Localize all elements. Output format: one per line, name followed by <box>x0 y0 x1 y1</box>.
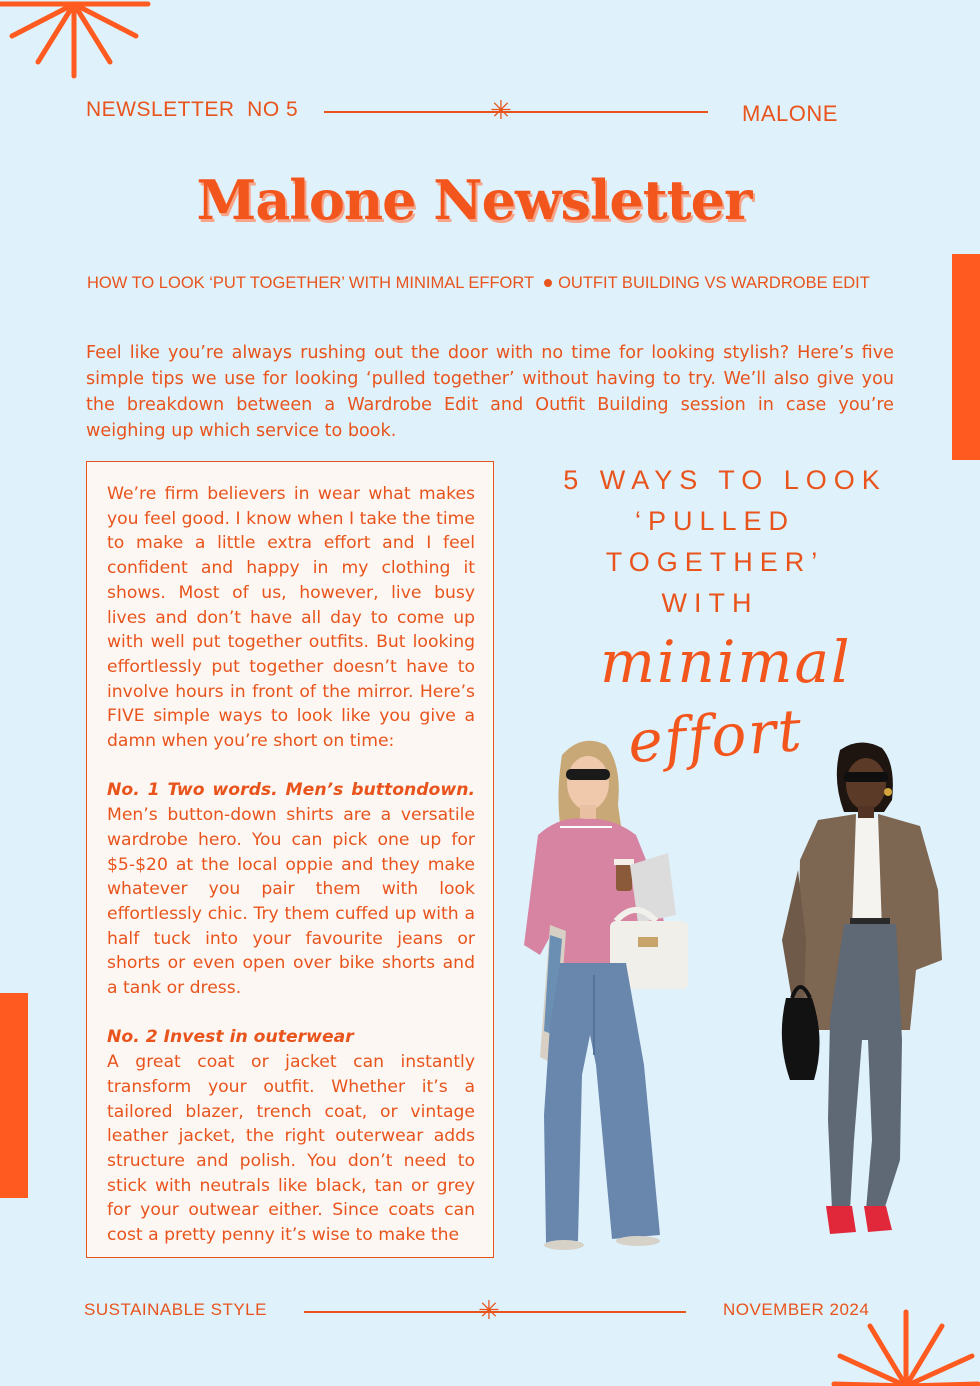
article-intro-paragraph: We’re firm believers in wear what makes you feel good. I know when I take the time to make a little extra effort and I feel confident and happy in my clothing it shows. Most of us, however, live busy lives and don’t have all day to come up with well put together outfits. But looking effortlessly put together doesn’t have to involve hours in front of the mirror. Here’s FIVE simple ways to look like you give a damn when you’re short on time: <box>107 484 475 752</box>
article-box <box>86 461 494 1258</box>
subheading-put-together: HOW TO LOOK ‘PUT TOGETHER’ WITH MINIMAL EFFORT <box>87 274 535 292</box>
brand-name: MALONE <box>742 101 838 126</box>
tip-2-body: A great coat or jacket can instantly transform your outfit. Whether it’s a tailored blazer, trench coat, or vintage leather jacket, the right outerwear adds structure and polish. You don’t need to stick with neutrals like black, tan or grey for your outwear either. Since coats can cost a pretty penny it’s wise to make the <box>107 1052 475 1246</box>
left-accent-bar <box>0 993 28 1198</box>
subheadings <box>87 274 907 293</box>
article-body <box>107 482 475 1248</box>
header-star-icon: ✳ <box>490 96 512 126</box>
feature-line-2: ‘PULLED <box>634 506 796 536</box>
tip-2 <box>107 1025 475 1247</box>
intro-paragraph: Feel like you’re always rushing out the door with no time for looking stylish? Here’s five simple tips we use for looking ‘pulled together’ without having to try. We’ll also give you the breakdown between a Wardrobe Edit and Outfit Building session in case you’re weighing up which service to book. <box>86 343 894 441</box>
feature-heading <box>540 460 910 624</box>
newsletter-title: Malone Newsletter <box>196 168 752 232</box>
subheading-outfit-building: OUTFIT BUILDING VS WARDROBE EDIT <box>558 274 870 292</box>
tip-1-body: Men’s button-down shirts are a versatile wardrobe hero. You can pick one up for $5-$20 at the local oppie and they make whatever you pair them with look effortlessly chic. Try them cuffed up with a half tuck into your favourite jeans or shorts or even open over bike shorts and a tank or dress. <box>107 805 475 999</box>
tip-1 <box>107 778 475 1000</box>
newsletter-number: NEWSLETTER NO 5 <box>86 98 299 121</box>
header-rule <box>324 111 708 113</box>
feature-script-effort: effort <box>625 695 806 777</box>
feature-line-4: WITH <box>661 588 759 618</box>
footer-star-icon: ✳ <box>478 1296 500 1326</box>
feature-line-1: 5 WAYS TO LOOK <box>563 465 887 495</box>
tip-2-heading: No. 2 Invest in outerwear <box>107 1027 354 1048</box>
sunburst-decoration-top <box>0 0 160 90</box>
issue-date: NOVEMBER 2024 <box>723 1300 870 1319</box>
feature-line-3: TOGETHER’ <box>605 547 825 577</box>
bullet-dot-icon <box>544 279 552 287</box>
fashion-photo-pink-shirt <box>520 735 705 1250</box>
footer-tagline: SUSTAINABLE STYLE <box>84 1300 267 1319</box>
right-accent-bar <box>952 254 980 460</box>
fashion-photo-brown-blazer <box>770 740 950 1240</box>
tip-1-heading: No. 1 Two words. Men’s buttondown. <box>107 780 475 801</box>
feature-script-minimal: minimal <box>600 628 852 696</box>
